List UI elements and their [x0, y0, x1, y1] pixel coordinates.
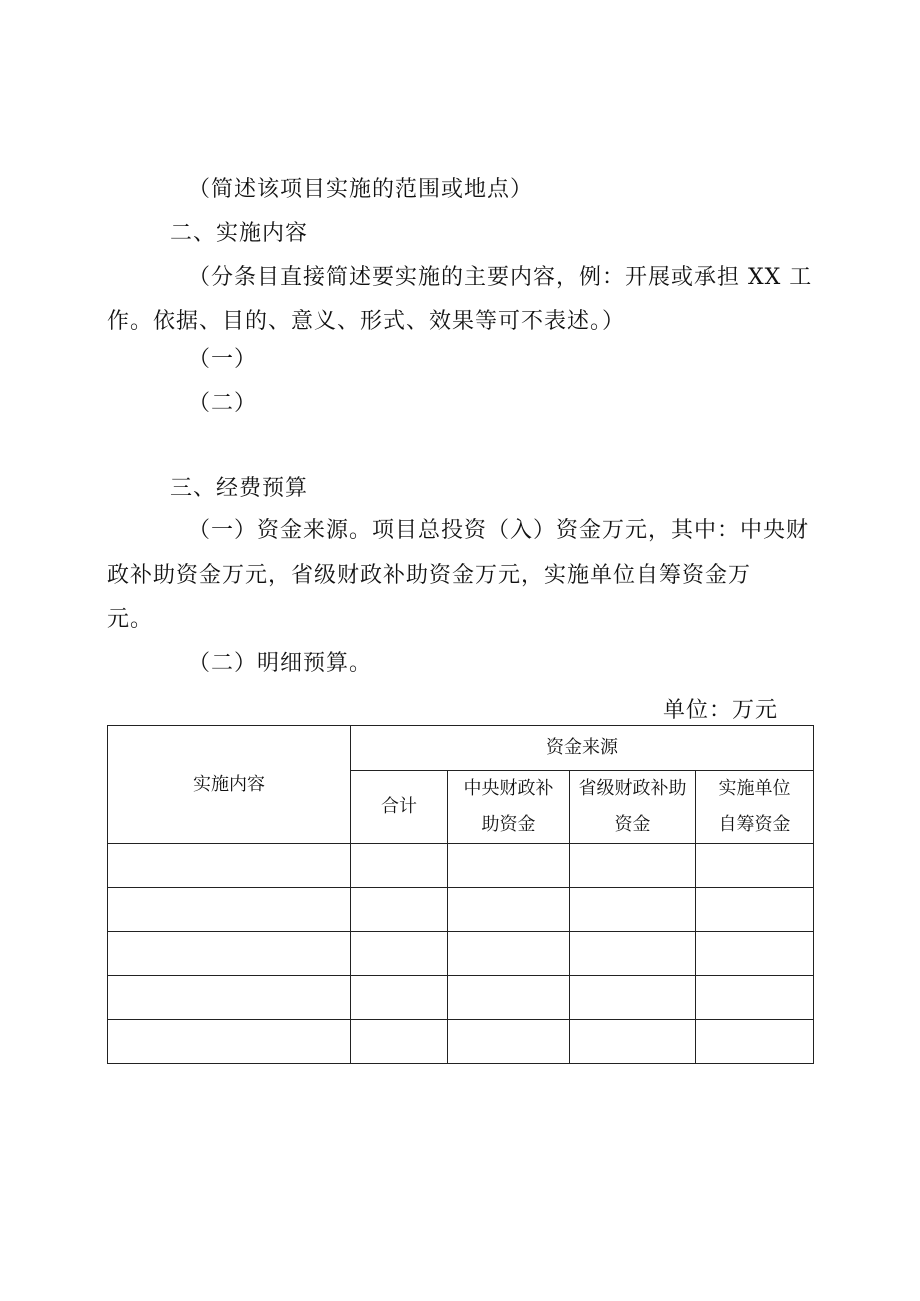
cell-self[interactable] [696, 932, 814, 976]
cell-provincial[interactable] [570, 888, 696, 932]
section-heading-budget: 三、经费预算 [170, 476, 309, 501]
cell-total[interactable] [351, 888, 448, 932]
cell-provincial[interactable] [570, 932, 696, 976]
cell-self[interactable] [696, 976, 814, 1020]
header-fund-source: 资金来源 [351, 726, 814, 771]
header-self-line-1: 实施单位 [718, 778, 791, 799]
header-central-line-2: 助资金 [481, 814, 536, 835]
cell-central[interactable] [448, 888, 570, 932]
cell-self[interactable] [696, 844, 814, 888]
cell-central[interactable] [448, 932, 570, 976]
header-provincial-line-1: 省级财政补助 [578, 778, 687, 799]
content-instruction-line-1: （分条目直接简述要实施的主要内容，例：开展或承担 XX 工 [188, 265, 813, 290]
cell-content[interactable] [108, 844, 351, 888]
cell-central[interactable] [448, 844, 570, 888]
cell-total[interactable] [351, 844, 448, 888]
cell-content[interactable] [108, 932, 351, 976]
detail-budget-heading: （二）明细预算。 [188, 651, 373, 676]
scope-note: （简述该项目实施的范围或地点） [188, 177, 534, 202]
cell-total[interactable] [351, 976, 448, 1020]
header-central [448, 771, 570, 844]
table-header-row [108, 726, 814, 771]
table-row [108, 932, 814, 976]
cell-self[interactable] [696, 1020, 814, 1064]
cell-central[interactable] [448, 1020, 570, 1064]
unit-note: 单位：万元 [663, 698, 779, 723]
header-self-line-2: 自筹资金 [718, 814, 791, 835]
cell-provincial[interactable] [570, 976, 696, 1020]
header-content: 实施内容 [108, 726, 351, 844]
cell-content[interactable] [108, 888, 351, 932]
fund-source-line-1: （一）资金来源。项目总投资（入）资金万元，其中：中央财 [188, 518, 810, 543]
header-total: 合计 [351, 771, 448, 844]
cell-provincial[interactable] [570, 1020, 696, 1064]
cell-central[interactable] [448, 976, 570, 1020]
cell-total[interactable] [351, 932, 448, 976]
cell-content[interactable] [108, 1020, 351, 1064]
header-provincial [570, 771, 696, 844]
cell-content[interactable] [108, 976, 351, 1020]
cell-provincial[interactable] [570, 844, 696, 888]
budget-table [107, 725, 814, 1064]
header-self [696, 771, 814, 844]
table-row [108, 888, 814, 932]
content-instruction-line-2: 作。依据、目的、意义、形式、效果等可不表述。） [107, 309, 626, 334]
header-central-line-1: 中央财政补 [463, 778, 554, 799]
fund-source-line-3: 元。 [107, 607, 154, 632]
header-provincial-line-2: 资金 [614, 814, 651, 835]
table-row [108, 844, 814, 888]
cell-self[interactable] [696, 888, 814, 932]
content-item-2: （二） [188, 391, 258, 416]
table-row [108, 1020, 814, 1064]
section-heading-content: 二、实施内容 [170, 221, 309, 246]
cell-total[interactable] [351, 1020, 448, 1064]
table-row [108, 976, 814, 1020]
content-item-1: （一） [188, 347, 258, 372]
fund-source-line-2: 政补助资金万元，省级财政补助资金万元，实施单位自筹资金万 [107, 563, 752, 588]
